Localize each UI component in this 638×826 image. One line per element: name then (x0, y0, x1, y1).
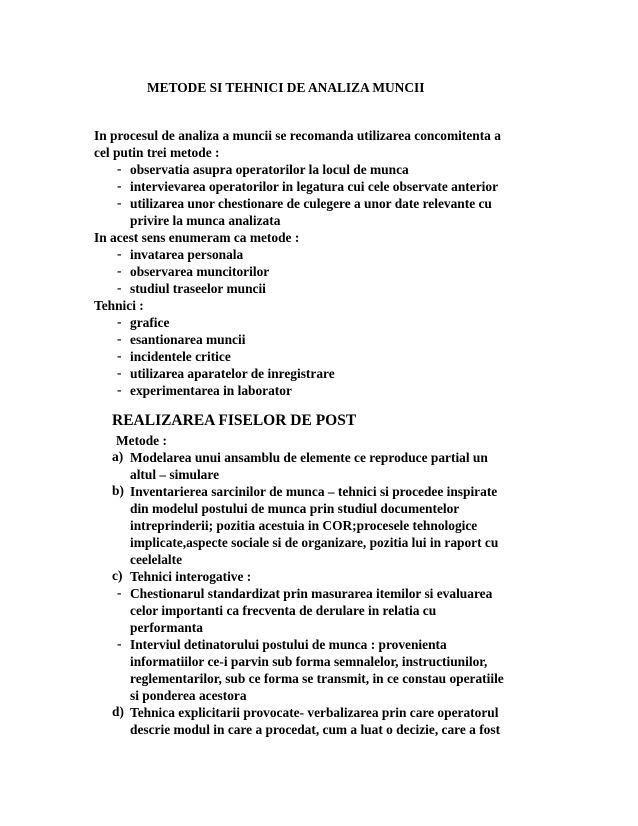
section2-item-continued: celor importanti ca frecventa de derulare in relatia cu (130, 603, 437, 618)
technique-item: esantionarea muncii (130, 332, 246, 347)
section2-item-continued: performanta (130, 620, 203, 635)
list-marker: - (117, 280, 122, 295)
technique-item: utilizarea aparatelor de inregistrare (130, 366, 335, 381)
document-title: METODE SI TEHNICI DE ANALIZA MUNCII (147, 80, 425, 95)
list-marker: - (117, 382, 122, 397)
section2-item: Chestionarul standardizat prin masurarea itemilor si evaluarea (130, 586, 493, 601)
techniques-heading: Tehnici : (94, 298, 144, 313)
method-item: utilizarea unor chestionare de culegere a unor date relevante cu (130, 196, 492, 211)
enum-heading: In acest sens enumeram ca metode : (94, 230, 300, 245)
method-item: observatia asupra operatorilor la locul de munca (130, 162, 409, 177)
section2-title: REALIZAREA FISELOR DE POST (112, 412, 357, 429)
list-marker: - (117, 161, 122, 176)
list-marker: - (117, 365, 122, 380)
list-marker: a) (112, 449, 124, 464)
method-item-continued: privire la munca analizata (130, 213, 281, 228)
list-marker: - (117, 246, 122, 261)
section2-item: Tehnici interogative : (130, 569, 252, 584)
section2-item-continued: din modelul postului de munca prin studiul documentelor (130, 501, 460, 516)
enum-item: observarea muncitorilor (130, 264, 270, 279)
section2-item-continued: implicate,aspecte sociale si de organizare, pozitia lui in raport cu (130, 535, 499, 550)
method-item: intervievarea operatorilor in legatura cui cele observate anterior (130, 179, 499, 194)
list-marker: - (117, 195, 122, 210)
list-marker: - (117, 331, 122, 346)
section2-item: Interviul detinatorului postului de munca : provenienta (130, 637, 447, 652)
section2-item: Modelarea unui ansamblu de elemente ce reproduce partial un (130, 450, 488, 465)
section2-item-continued: si ponderea acestora (130, 688, 247, 703)
list-marker: - (117, 263, 122, 278)
list-marker: b) (112, 483, 124, 498)
intro-line: cel putin trei metode : (94, 145, 220, 160)
list-marker: - (117, 348, 122, 363)
list-marker: - (117, 636, 122, 651)
technique-item: experimentarea in laborator (130, 383, 292, 398)
section2-item-continued: descrie modul in care a procedat, cum a luat o decizie, care a fost (130, 722, 501, 737)
list-marker: c) (112, 568, 123, 583)
section2-item-continued: ceelelalte (130, 552, 183, 567)
section2-item-continued: reglementarilor, sub ce forma se transmit, in ce constau operatiile (130, 671, 504, 686)
enum-item: studiul traseelor muncii (130, 281, 266, 296)
technique-item: grafice (130, 315, 170, 330)
technique-item: incidentele critice (130, 349, 231, 364)
list-marker: - (117, 585, 122, 600)
section2-item: Inventarierea sarcinilor de munca – tehnici si procedee inspirate (130, 484, 498, 499)
section2-item: Tehnica explicitarii provocate- verbalizarea prin care operatorul (130, 705, 499, 720)
section2-item-continued: informatiilor ce-i parvin sub forma semnalelor, instructiunilor, (130, 654, 488, 669)
list-marker: d) (112, 704, 124, 719)
section2-item-continued: altul – simulare (130, 467, 220, 482)
intro-line: In procesul de analiza a muncii se recomanda utilizarea concomitenta a (94, 128, 501, 143)
section2-methods-heading: Metode : (116, 433, 167, 448)
section2-item-continued: intreprinderii; pozitia acestuia in COR;procesele tehnologice (130, 518, 478, 533)
enum-item: invatarea personala (130, 247, 244, 262)
list-marker: - (117, 314, 122, 329)
list-marker: - (117, 178, 122, 193)
